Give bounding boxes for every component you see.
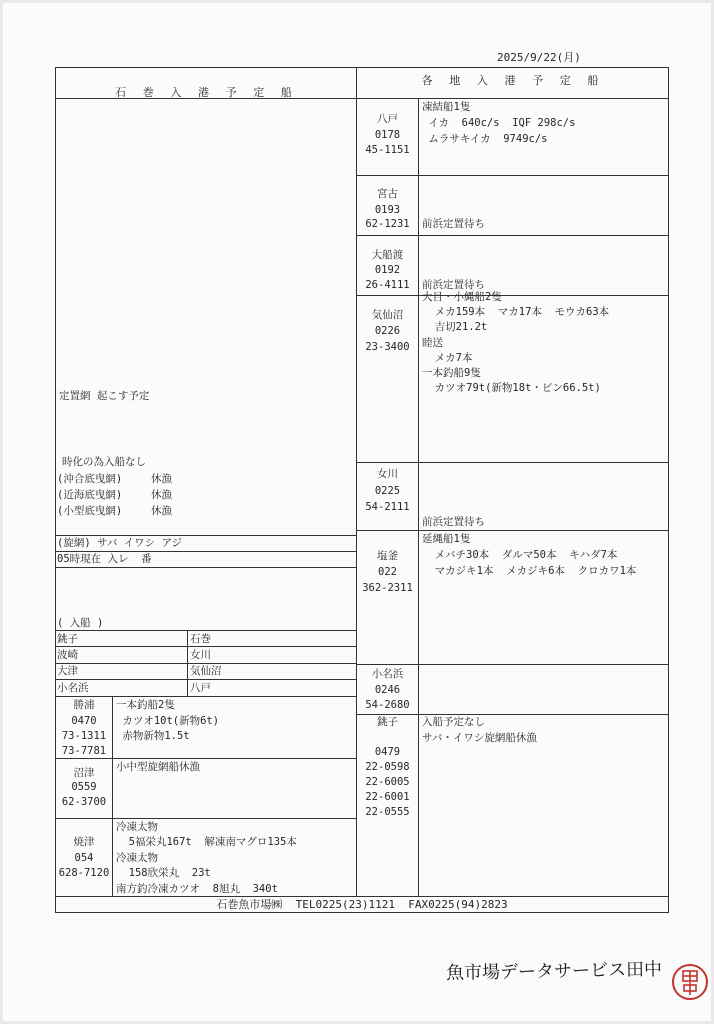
- port-cell: 銚子: [57, 633, 78, 645]
- sokobiki-name: (近海底曳網): [57, 489, 123, 501]
- port-line: 大目・小縄船2隻: [422, 291, 502, 303]
- port-code: 0192: [374, 264, 401, 276]
- port-line: 冷凍太物: [116, 821, 158, 833]
- port-code: 0559: [71, 781, 97, 793]
- table-border-bottom: [55, 912, 669, 913]
- port-line: 南方釣冷凍カツオ 8旭丸 340t: [116, 883, 278, 895]
- port-code: 054: [74, 852, 94, 864]
- row-rule: [55, 567, 356, 568]
- port-line: カツオ10t(新物6t): [116, 715, 220, 727]
- port-line: 凍結船1隻: [422, 101, 471, 113]
- port-tel: 62-3700: [61, 796, 107, 808]
- port-line: 睦送: [422, 337, 443, 349]
- port-tel: 73-1311: [61, 730, 107, 742]
- port-code: 0178: [374, 129, 401, 141]
- row-rule: [55, 696, 356, 697]
- port-line: 158欣栄丸 23t: [116, 867, 211, 879]
- port-line: 延縄船1隻: [422, 533, 471, 545]
- port-cell: 大津: [57, 665, 78, 677]
- port-line: ムラサキイカ 9749c/s: [422, 133, 548, 145]
- report-date: 2025/9/22(月): [497, 51, 581, 64]
- kakuchi-header: 各 地 入 港 予 定 船: [421, 74, 604, 87]
- teichi-note: 定置網 起こす予定: [59, 390, 150, 402]
- row-rule: [356, 295, 669, 296]
- port-cell: 小名浜: [57, 682, 89, 694]
- port-name: 小名浜: [371, 668, 404, 680]
- port-line: マカジキ1本 メカジキ6本 クロカワ1本: [422, 565, 637, 577]
- port-name: 女川: [377, 468, 398, 480]
- port-name: 大船渡: [371, 249, 404, 261]
- port-line: 入船予定なし: [422, 716, 485, 728]
- kakuchi-divider: [418, 98, 419, 896]
- jika-note: 時化の為入船なし: [62, 456, 146, 468]
- port-name: 塩釜: [377, 550, 398, 562]
- local-port-divider: [112, 696, 113, 896]
- ishinomaki-header: 石 巻 入 港 予 定 船: [115, 86, 297, 99]
- port-code: 0470: [71, 715, 97, 727]
- nyusen-label: ( 入船 ): [57, 617, 104, 629]
- port-tel: 73-7781: [61, 745, 107, 757]
- port-tel: 22-0555: [365, 806, 410, 818]
- port-line: 前浜定置待ち: [422, 218, 485, 230]
- port-cell: 八戸: [190, 682, 211, 694]
- port-line: 5福栄丸167t 解凍南マグロ135本: [116, 836, 297, 848]
- port-tel: 45-1151: [365, 144, 410, 156]
- port-cell: 気仙沼: [190, 665, 222, 677]
- port-tel: 628-7120: [58, 867, 110, 879]
- port-cell: 石巻: [190, 633, 211, 645]
- row-rule: [356, 664, 669, 665]
- port-line: 小中型旋網船休漁: [116, 761, 200, 773]
- port-code: 0193: [374, 204, 401, 216]
- port-line: 冷凍太物: [116, 852, 158, 864]
- sokobiki-name: (小型底曳網): [57, 505, 123, 517]
- sokobiki-name: (沖合底曳網): [57, 473, 123, 485]
- row-rule: [55, 630, 356, 631]
- port-code: 0246: [374, 684, 401, 696]
- port-line: 赤物新物1.5t: [116, 730, 190, 742]
- seal-glyph: [674, 966, 706, 998]
- port-line: メカ7本: [422, 352, 473, 364]
- handwritten-signature: 魚市場データサービス田中: [445, 959, 663, 984]
- row-rule: [356, 462, 669, 463]
- footer-contact: 石巻魚市場㈱ TEL0225(23)1121 FAX0225(94)2823: [216, 898, 508, 911]
- port-tel: 23-3400: [365, 341, 410, 353]
- port-name: 沼津: [73, 767, 95, 779]
- port-tel: 362-2311: [362, 582, 413, 594]
- row-rule: [356, 235, 669, 236]
- row-rule: [55, 679, 356, 680]
- port-code: 0225: [374, 485, 401, 497]
- port-tel: 62-1231: [365, 218, 410, 230]
- port-code: 022: [378, 566, 397, 578]
- port-tel: 22-6001: [365, 791, 410, 803]
- port-name: 気仙沼: [371, 309, 404, 321]
- port-name: 宮古: [377, 188, 398, 200]
- port-line: メバチ30本 ダルマ50本 キハダ7本: [422, 549, 618, 561]
- row-rule: [55, 818, 356, 819]
- port-tel: 22-0598: [365, 761, 410, 773]
- port-name: 焼津: [73, 836, 95, 848]
- port-tel: 54-2111: [365, 501, 410, 513]
- port-name: 勝浦: [73, 699, 95, 711]
- port-code: 0226: [374, 325, 401, 337]
- port-line: 一本釣船9隻: [422, 367, 481, 379]
- row-rule: [55, 646, 356, 647]
- senkou-row: (旋網) サバ イワシ アジ: [57, 537, 183, 549]
- port-cell: 女川: [190, 649, 211, 661]
- port-tel: 22-6005: [365, 776, 410, 788]
- sokobiki-status: 休漁: [151, 473, 172, 485]
- sokobiki-status: 休漁: [151, 489, 172, 501]
- genzai-row: 05時現在 入レ 番: [57, 553, 152, 565]
- table-border-top: [55, 67, 669, 68]
- table-border-right: [668, 67, 669, 913]
- port-name: 銚子: [377, 716, 398, 728]
- row-rule: [356, 530, 669, 531]
- port-line: イカ 640c/s IQF 298c/s: [422, 117, 576, 129]
- footer-rule: [55, 896, 669, 897]
- port-line: 前浜定置待ち: [422, 279, 485, 291]
- sokobiki-status: 休漁: [151, 505, 172, 517]
- row-rule: [55, 758, 356, 759]
- port-line: 一本釣船2隻: [116, 699, 175, 711]
- port-line: 前浜定置待ち: [422, 516, 485, 528]
- port-cell: 波崎: [57, 649, 78, 661]
- port-tel: 26-4111: [365, 279, 410, 291]
- hanko-seal: [672, 964, 708, 1000]
- port-code: 0479: [374, 746, 401, 758]
- row-rule: [356, 175, 669, 176]
- port-line: サバ・イワシ旋網船休漁: [422, 732, 537, 744]
- port-name: 八戸: [377, 113, 398, 125]
- port-tel: 54-2680: [365, 699, 410, 711]
- port-line: カツオ79t(新物18t・ビン66.5t): [422, 382, 601, 394]
- port-line: 吉切21.2t: [422, 321, 488, 333]
- port-line: メカ159本 マカ17本 モウカ63本: [422, 306, 610, 318]
